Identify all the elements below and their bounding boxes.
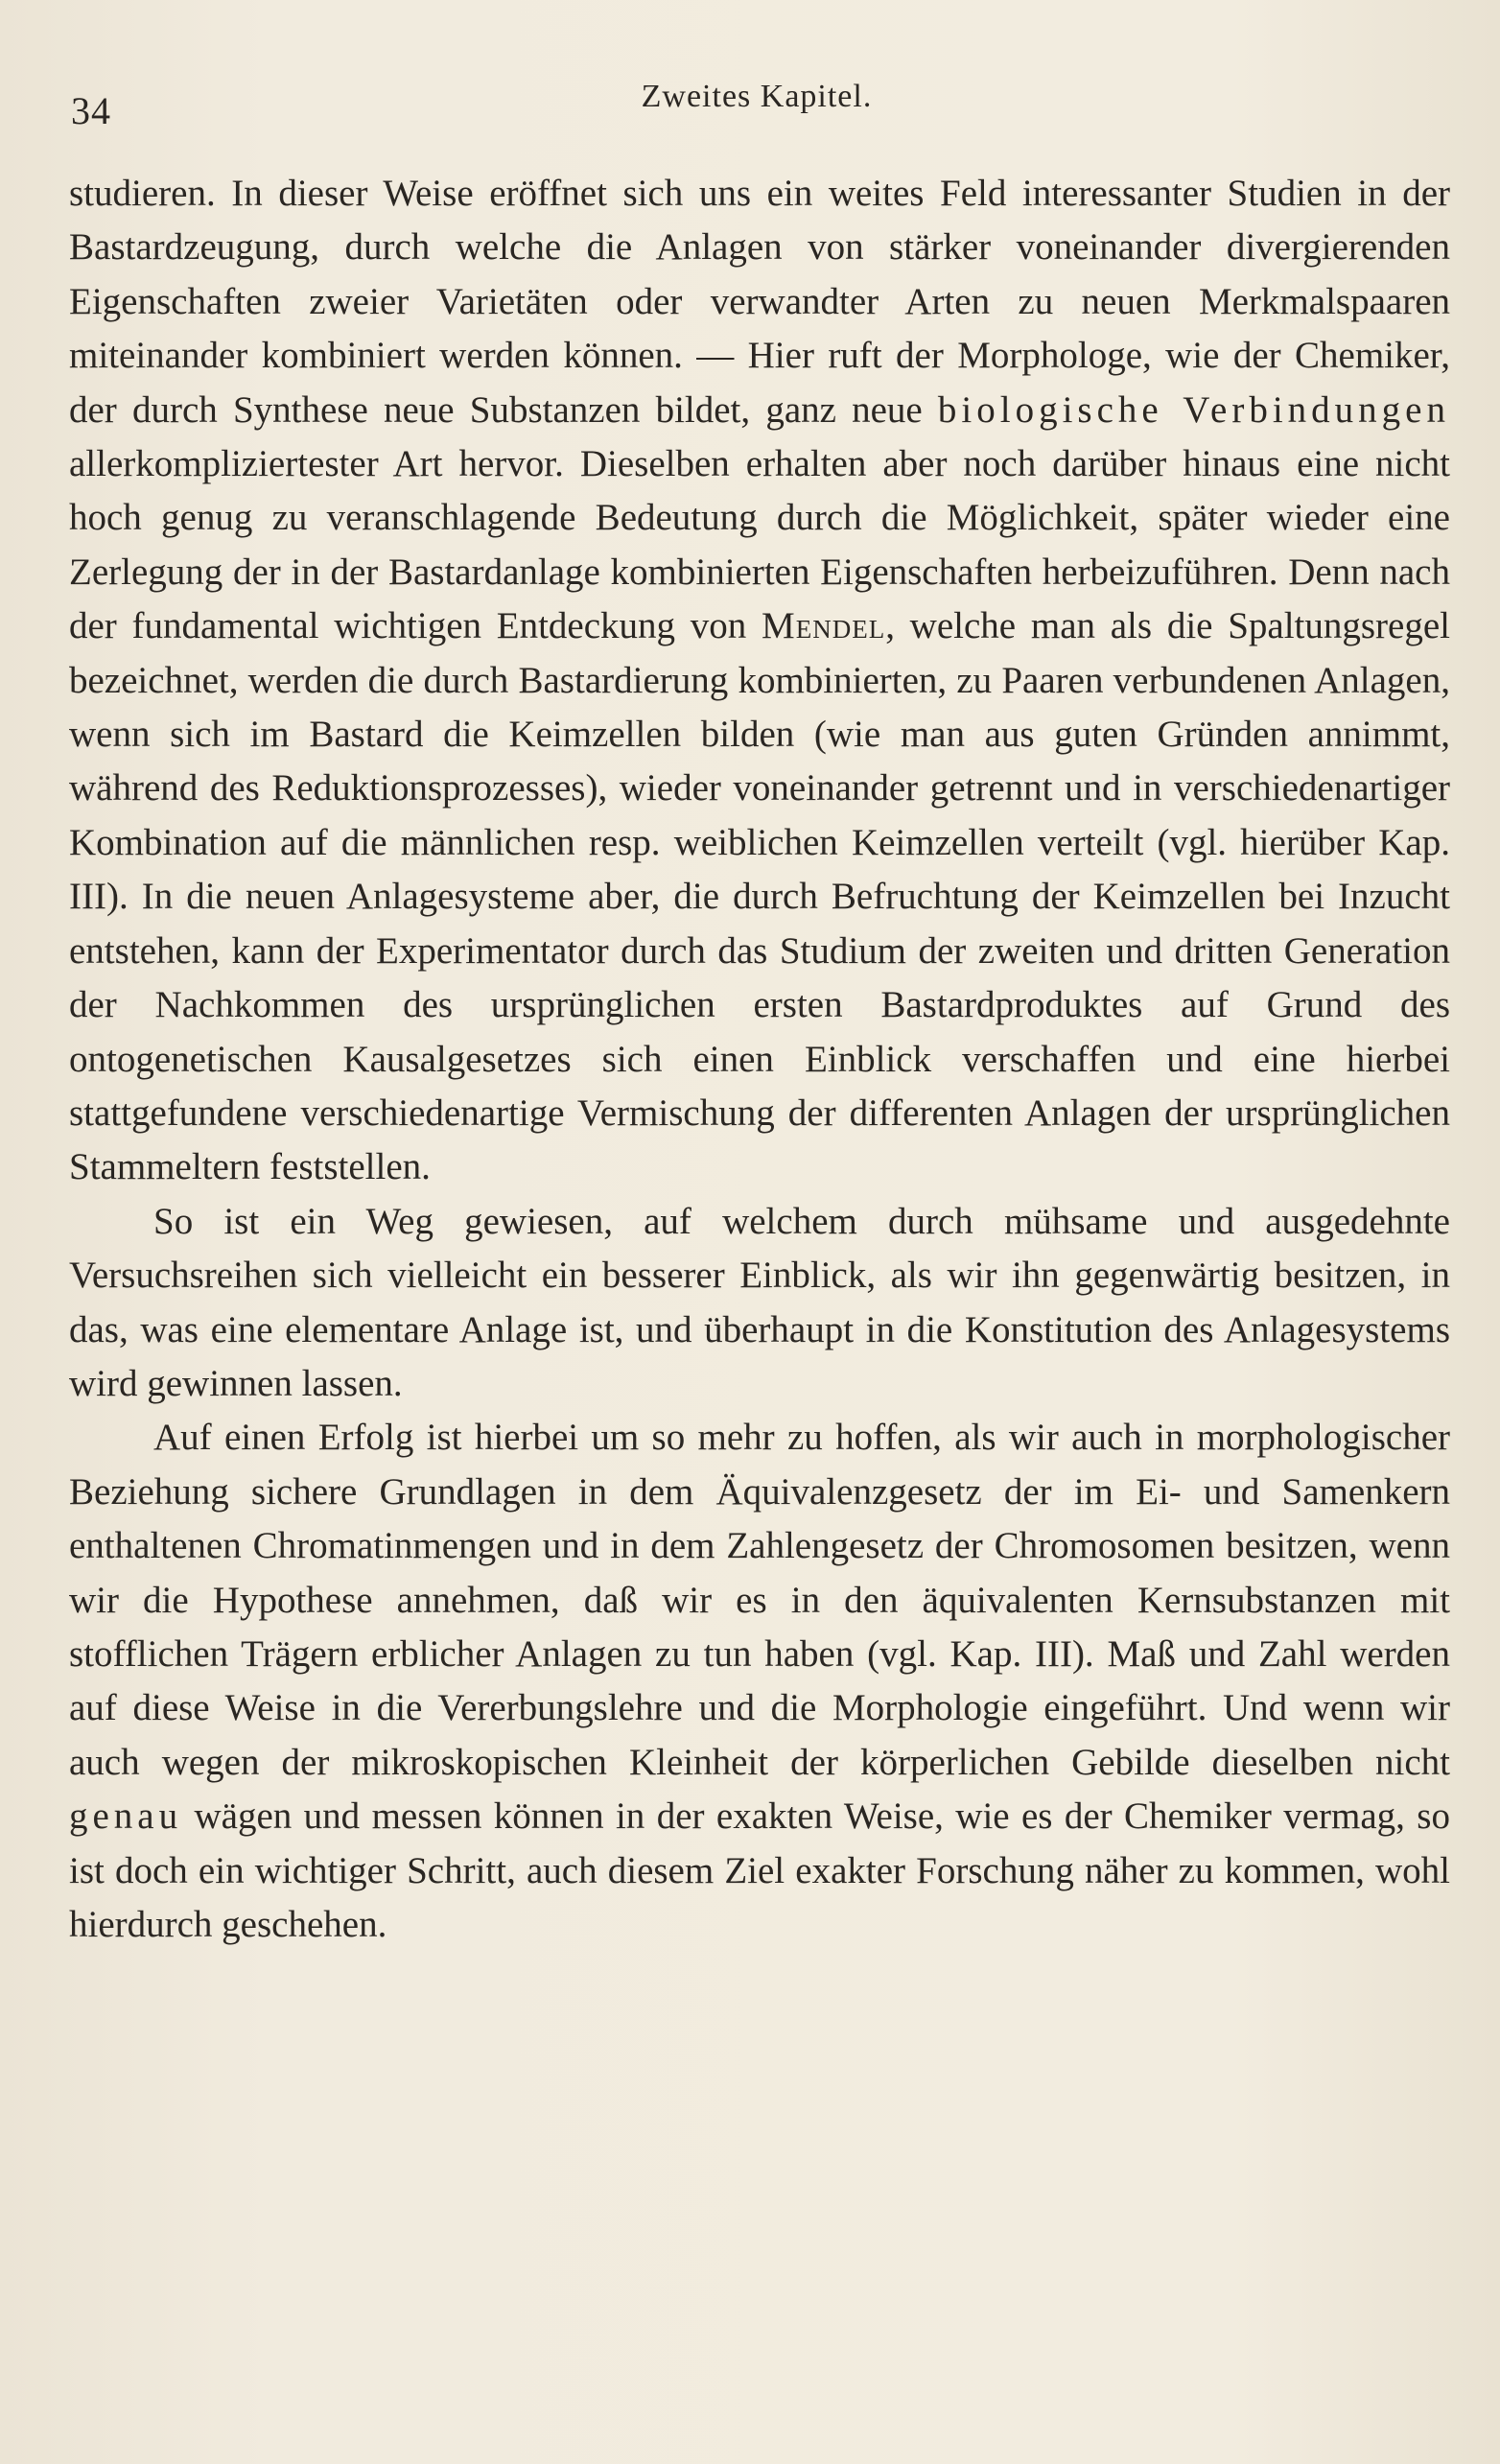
paragraph-1-spaced-emphasis: biologische Verbindungen — [937, 388, 1450, 431]
paragraph-2: So ist ein Weg gewiesen, auf welchem durch mühsame und ausgedehnte Versuchsreihen sich vielleicht ein besserer Einblick, als wir ihn gegenwärtig besitzen, in das, was eine elementare Anlage ist, und überhaupt in die Konstitution des Anlagesystems wird gewinnen lassen. — [69, 1200, 1450, 1404]
paragraph-1-text-c: , welche man als die Spaltungsregel bezeichnet, werden die durch Bastardierung kombinierten, zu Paaren verbundenen Anlagen, wenn sich im Bastard die Keimzellen bilden (wie man aus guten Gründen annimmt, während des Reduktionsprozesses), wieder voneinander getrennt und in verschiedenartiger Kombination auf die männlichen resp. weiblichen Keimzellen verteilt (vgl. hierüber Kap. III). In die neuen Anlagesysteme aber, die durch Befruchtung der Keimzellen bei Inzucht entstehen, kann der Experimentator durch das Studium der zweiten und dritten Generation der Nachkommen des ursprünglichen ersten Bastardproduktes auf Grund des ontogenetischen Kausalgesetzes sich einen Einblick verschaffen und eine hierbei stattgefundene verschiedenartige Vermischung der differenten Anlagen der ursprünglichen Stammeltern feststellen. — [69, 605, 1450, 1188]
page-body — [69, 167, 1450, 1952]
running-title: Zweites Kapitel. — [641, 79, 873, 114]
page-number: 34 — [71, 89, 111, 132]
paragraph-1 — [69, 167, 1450, 1195]
paragraph-3-text-a: Auf einen Erfolg ist hierbei um so mehr zu hoffen, als wir auch in morphologischer Beziehung sichere Grundlagen in dem Äquivalenzgesetz der im Ei- und Samenkern enthaltenen Chromatinmengen und in dem Zahlengesetz der Chromosomen besitzen, wenn wir die Hypothese annehmen, daß wir es in den äquivalenten Kernsubstanzen mit stofflichen Trägern erblicher Anlagen zu tun haben (vgl. Kap. III). Maß und Zahl werden auf diese Weise in die Vererbungslehre und die Morphologie eingeführt. Und wenn wir auch wegen der mikroskopischen Kleinheit der körperlichen Gebilde dieselben nicht — [69, 1417, 1450, 1783]
paragraph-1-text-b: allerkompliziertester Art hervor. Dieselben erhalten aber noch darüber hinaus eine nicht hoch genug zu veranschlagende Bedeutung durch die Möglichkeit, später wieder eine Zerlegung der in der Bastardanlage kombinierten Eigenschaften herbeizuführen. Denn nach der fundamental wichtigen Entdeckung von — [69, 443, 1450, 647]
paragraph-3 — [69, 1411, 1450, 1952]
author-name-mendel: Mendel — [762, 605, 886, 647]
paragraph-3-text-b: wägen und messen können in der exakten Weise, wie es der Chemiker vermag, so ist doch ein wichtiger Schritt, auch diesem Ziel exakter Forschung näher zu kommen, wohl hierdurch geschehen. — [69, 1795, 1450, 1945]
paragraph-1-text-a: studieren. In dieser Weise eröffnet sich uns ein weites Feld interessanter Studien in der Bastardzeugung, durch welche die Anlagen von stärker voneinander divergierenden Eigenschaften zweier Varietäten oder verwandter Arten zu neuen Merkmalspaaren miteinander kombiniert werden können. — Hier ruft der Morphologe, wie der Chemiker, der durch Synthese neue Substanzen bildet, ganz neue — [69, 173, 1450, 431]
paragraph-3-spaced-emphasis: genau — [69, 1795, 183, 1838]
page-header — [71, 79, 1442, 136]
